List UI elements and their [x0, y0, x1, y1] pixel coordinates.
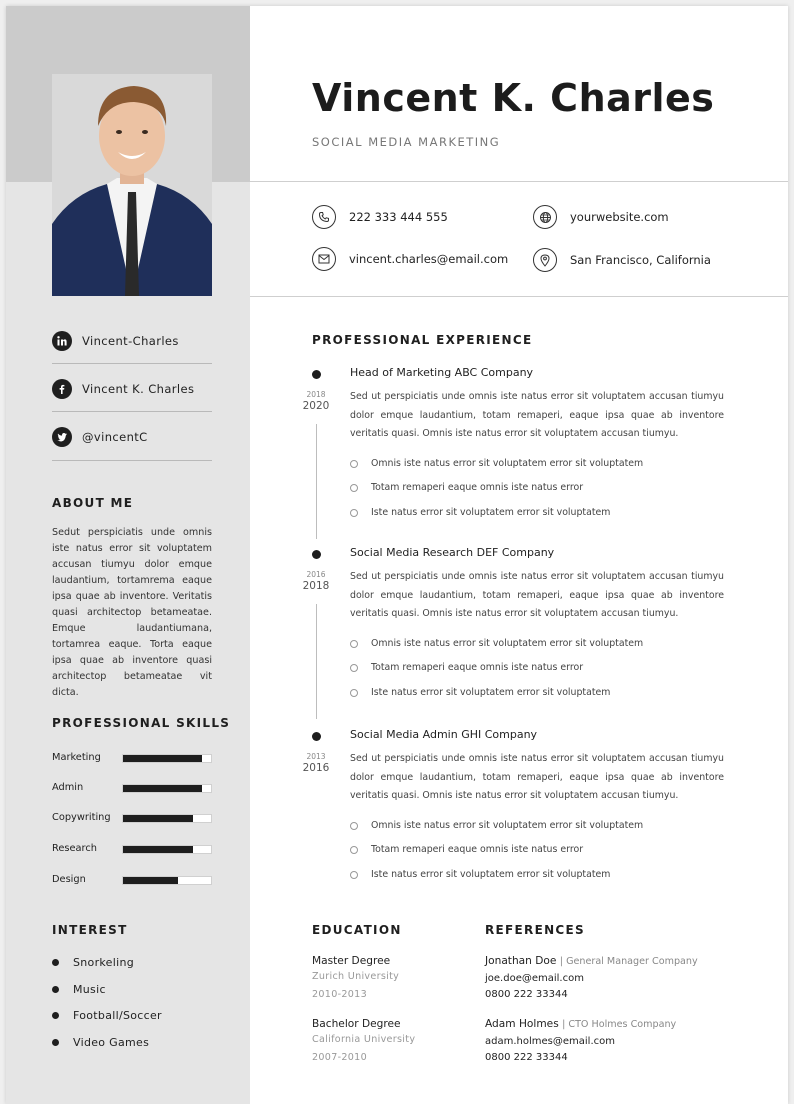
skill-fill — [123, 815, 193, 822]
skills-heading: PROFESSIONAL SKILLS — [52, 716, 231, 730]
twitter-icon — [52, 427, 72, 447]
location-text: San Francisco, California — [570, 253, 711, 267]
job-end-year: 2018 — [302, 580, 330, 592]
job-bullet — [350, 844, 583, 855]
timeline-dot — [312, 370, 321, 379]
ref-person: Adam Holmes — [485, 1018, 559, 1030]
job-description: Sed ut perspiciatis unde omnis iste natus error sit voluptatem accusan tiumyu dolor emque laudantium, totam remaperi, eaque ipsa quae ab inventore veritatis quasi. Omnis iste natus error sit voluptatem accusan tiumyu. — [350, 391, 724, 439]
ref-person: Jonathan Doe — [485, 955, 557, 967]
main-content — [250, 6, 788, 1104]
circle-bullet-icon — [350, 689, 358, 697]
interest-label: Snorkeling — [73, 956, 135, 969]
about-text: Sedut perspiciatis unde omnis iste natus error sit voluptatem accusan tiumyu dolor emque laudantium, tortamrema eaque ipsa quae ab inventore. Veritatis quasi architectop betameatae. Emque laudantiumana, tortamrea eaque. Torta eaque ipsa quae ab inventore quasi architectop betameatae vit dicta. — [52, 527, 212, 698]
resume-page — [6, 6, 788, 1104]
skill-fill — [123, 877, 178, 884]
contact-phone[interactable] — [312, 205, 448, 229]
job-description: Sed ut perspiciatis unde omnis iste natus error sit voluptatem accusan tiumyu dolor emque laudantium, totam remaperi, eaque ipsa quae ab inventore veritatis quasi. Omnis iste natus error sit voluptatem accusan tiumyu. — [350, 753, 724, 801]
ref-name — [485, 955, 698, 967]
bullet-text: Omnis iste natus error sit voluptatem error sit voluptatem — [371, 458, 644, 469]
job-bullet — [350, 638, 643, 649]
email-text: vincent.charles@email.com — [349, 252, 509, 266]
facebook-icon — [52, 379, 72, 399]
circle-bullet-icon — [350, 871, 358, 879]
location-pin-icon — [533, 248, 557, 272]
ref-phone: 0800 222 33344 — [485, 989, 568, 1000]
social-label: Vincent K. Charles — [82, 382, 195, 396]
education-heading: EDUCATION — [312, 923, 402, 937]
job-start-year: 2018 — [306, 390, 326, 399]
social-linkedin[interactable] — [52, 331, 212, 351]
circle-bullet-icon — [350, 640, 358, 648]
edu-years: 2010-2013 — [312, 989, 367, 1000]
social-label: Vincent-Charles — [82, 334, 179, 348]
interest-label: Music — [73, 983, 106, 996]
profile-photo — [52, 74, 212, 296]
divider — [52, 460, 212, 461]
job-end-year: 2016 — [302, 762, 330, 774]
job-description: Sed ut perspiciatis unde omnis iste natus error sit voluptatem accusan tiumyu dolor emque laudantium, totam remaperi, eaque ipsa quae ab inventore veritatis quasi. Omnis iste natus error sit voluptatem accusan tiumyu. — [350, 571, 724, 619]
ref-email[interactable]: joe.doe@email.com — [485, 973, 584, 984]
circle-bullet-icon — [350, 509, 358, 517]
job-title: SOCIAL MEDIA MARKETING — [312, 135, 501, 149]
job-bullet — [350, 662, 583, 673]
skill-fill — [123, 846, 193, 853]
contact-website[interactable] — [533, 205, 669, 229]
job-bullet — [350, 507, 610, 518]
mail-icon — [312, 247, 336, 271]
job-bullet — [350, 820, 643, 831]
job-title: Social Media Research DEF Company — [350, 546, 555, 559]
skill-name: Admin — [52, 782, 84, 793]
interest-item — [52, 983, 106, 996]
timeline-dot — [312, 550, 321, 559]
job-title: Head of Marketing ABC Company — [350, 366, 534, 379]
sidebar — [6, 6, 250, 1104]
circle-bullet-icon — [350, 664, 358, 672]
job-end-year: 2020 — [302, 400, 330, 412]
edu-school: Zurich University — [312, 971, 400, 982]
skill-bar — [122, 845, 212, 854]
bullet-text: Totam remaperi eaque omnis iste natus error — [371, 662, 584, 673]
about-heading: ABOUT ME — [52, 496, 134, 510]
bullet-text: Iste natus error sit voluptatem error sit voluptatem — [371, 687, 611, 698]
circle-bullet-icon — [350, 846, 358, 854]
bullet-text: Totam remaperi eaque omnis iste natus error — [371, 482, 584, 493]
job-bullet — [350, 482, 583, 493]
job-bullet — [350, 869, 610, 880]
divider — [250, 296, 788, 297]
skill-name: Design — [52, 874, 86, 885]
bullet-icon — [52, 1012, 59, 1019]
interest-heading: INTEREST — [52, 923, 128, 937]
candidate-name: Vincent K. Charles — [312, 76, 715, 120]
bullet-text: Totam remaperi eaque omnis iste natus error — [371, 844, 584, 855]
ref-email[interactable]: adam.holmes@email.com — [485, 1036, 615, 1047]
timeline-line — [316, 604, 317, 719]
skill-name: Copywriting — [52, 812, 111, 823]
skill-name: Research — [52, 843, 97, 854]
social-facebook[interactable] — [52, 379, 212, 399]
bullet-text: Iste natus error sit voluptatem error sit voluptatem — [371, 869, 611, 880]
interest-label: Video Games — [73, 1036, 150, 1049]
job-bullet — [350, 687, 610, 698]
interest-item — [52, 1009, 162, 1022]
divider — [52, 363, 212, 364]
skill-fill — [123, 785, 202, 792]
social-twitter[interactable] — [52, 427, 212, 447]
phone-icon — [312, 205, 336, 229]
bullet-text: Omnis iste natus error sit voluptatem error sit voluptatem — [371, 820, 644, 831]
phone-text: 222 333 444 555 — [349, 210, 448, 224]
skill-name: Marketing — [52, 752, 101, 763]
ref-company: | CTO Holmes Company — [562, 1019, 677, 1030]
edu-years: 2007-2010 — [312, 1052, 367, 1063]
job-start-year: 2013 — [306, 752, 326, 761]
bullet-icon — [52, 959, 59, 966]
ref-phone: 0800 222 33344 — [485, 1052, 568, 1063]
bullet-icon — [52, 986, 59, 993]
divider — [52, 411, 212, 412]
circle-bullet-icon — [350, 460, 358, 468]
bullet-text: Iste natus error sit voluptatem error sit voluptatem — [371, 507, 611, 518]
timeline-line — [316, 424, 317, 539]
skill-bar — [122, 784, 212, 793]
interest-item — [52, 956, 134, 969]
skill-fill — [123, 755, 202, 762]
job-start-year: 2016 — [306, 570, 326, 579]
website-text: yourwebsite.com — [570, 210, 669, 224]
references-heading: REFERENCES — [485, 923, 585, 937]
interest-label: Football/Soccer — [73, 1009, 162, 1022]
circle-bullet-icon — [350, 484, 358, 492]
contact-email[interactable] — [312, 247, 508, 271]
bullet-icon — [52, 1039, 59, 1046]
ref-name — [485, 1018, 676, 1030]
circle-bullet-icon — [350, 822, 358, 830]
edu-school: California University — [312, 1034, 416, 1045]
bullet-text: Omnis iste natus error sit voluptatem error sit voluptatem — [371, 638, 644, 649]
skill-bar — [122, 876, 212, 885]
edu-degree: Bachelor Degree — [312, 1018, 401, 1030]
ref-company: | General Manager Company — [559, 956, 698, 967]
linkedin-icon — [52, 331, 72, 351]
skill-bar — [122, 814, 212, 823]
contact-location — [533, 248, 711, 272]
timeline-dot — [312, 732, 321, 741]
edu-degree: Master Degree — [312, 955, 391, 967]
job-title: Social Media Admin GHI Company — [350, 728, 538, 741]
skill-bar — [122, 754, 212, 763]
globe-icon — [533, 205, 557, 229]
job-bullet — [350, 458, 643, 469]
interest-item — [52, 1036, 149, 1049]
divider — [250, 181, 788, 182]
experience-heading: PROFESSIONAL EXPERIENCE — [312, 333, 533, 347]
social-label: @vincentC — [82, 430, 148, 444]
